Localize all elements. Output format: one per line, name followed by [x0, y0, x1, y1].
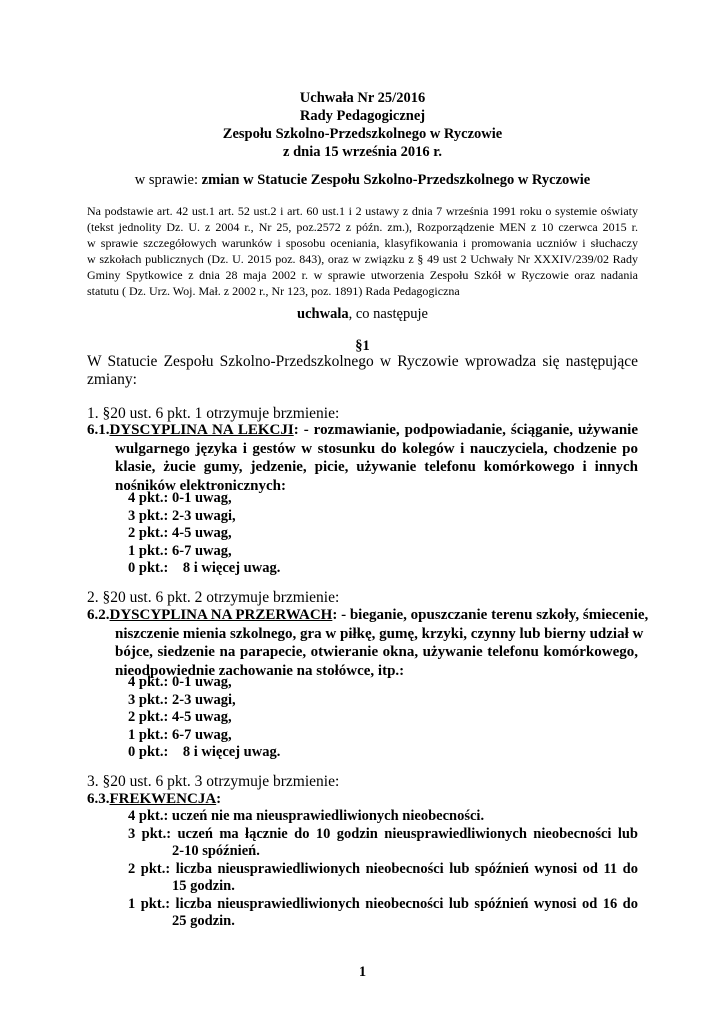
legal-basis-line: (tekst jednolity Dz. U. z 2004 r., Nr 25, poz.2572 z późn. zm.), Rozporządzenie MEN z 10 czerwca 2015 r.: [87, 220, 638, 234]
item1-heading: 1. §20 ust. 6 pkt. 1 otrzymuje brzmienie:: [87, 405, 340, 422]
item1-title: DYSCYPLINA NA LEKCJI: [109, 422, 294, 438]
item3-points: [128, 808, 638, 931]
legal-basis-line: statutu ( Dz. Urz. Woj. Mał. z 2002 r., Nr 123, poz. 1891) Rada Pedagogiczna: [87, 284, 460, 298]
section-intro: [87, 353, 638, 389]
legal-basis-line: Na podstawie art. 42 ust.1 art. 52 ust.2 i art. 60 ust.1 i 2 ustawy z dnia 7 września 1991 roku o systemie oświaty: [87, 204, 638, 218]
item2-text: niszczenie mienia szkolnego, gra w piłkę, gumę, krzyki, czynny lub bierny udział w: [115, 625, 644, 642]
item2-body: [87, 606, 649, 680]
item3-colon: :: [216, 791, 222, 807]
resolves-line: [0, 306, 725, 323]
section-intro-line: W Statucie Zespołu Szkolno-Przedszkolnego w Ryczowie wprowadza się następujące: [87, 353, 638, 370]
list-item: 3 pkt.: 2-3 uwagi,: [128, 507, 236, 524]
item3-number: 6.3.: [87, 791, 110, 807]
item3-title: FREKWENCJA: [109, 791, 217, 807]
item3-title-line: [87, 791, 221, 808]
item2-text: : - bieganie, opuszczanie terenu szkoły, śmiecenie,: [332, 607, 649, 623]
list-item: 1 pkt.: liczba nieusprawiedliwionych nieobecności lub spóźnień wynosi od 16 do: [128, 895, 638, 912]
subject-line: [0, 172, 725, 189]
item2-text: nieodpowiednie zachowanie na stołówce, itp.:: [115, 662, 405, 679]
item1-number: 6.1.: [87, 422, 110, 438]
legal-basis-line: w sprawie szczegółowych warunków i sposobu oceniania, klasyfikowania i promowania uczniów i słuchaczy: [87, 236, 638, 250]
item2-heading: 2. §20 ust. 6 pkt. 2 otrzymuje brzmienie:: [87, 589, 340, 606]
item2-points: [128, 674, 280, 762]
list-item: 2 pkt.: liczba nieusprawiedliwionych nieobecności lub spóźnień wynosi od 11 do: [128, 860, 638, 877]
item1-text: : - rozmawianie, podpowiadanie, ściąganie, używanie: [293, 422, 638, 438]
list-item: 0 pkt.: 8 i więcej uwag.: [128, 560, 281, 576]
resolution-institution: Zespołu Szkolno-Przedszkolnego w Ryczowie: [222, 126, 503, 142]
list-item-continuation: 2-10 spóźnień.: [172, 843, 260, 859]
list-item: 3 pkt.: 2-3 uwagi,: [128, 691, 236, 708]
subject-text: zmian w Statucie Zespołu Szkolno-Przedszkolnego w Ryczowie: [201, 172, 591, 188]
list-item: 3 pkt.: uczeń ma łącznie do 10 godzin nieusprawiedliwionych nieobecności lub: [128, 825, 638, 842]
item1-text: nośników elektronicznych:: [115, 477, 286, 494]
page-number: 1: [358, 964, 367, 980]
subject-prefix: w sprawie:: [134, 172, 202, 188]
section-intro-line: zmiany:: [87, 371, 137, 388]
resolution-body: Rady Pedagogicznej: [299, 108, 426, 124]
list-item: 1 pkt.: 6-7 uwag,: [128, 726, 232, 743]
list-item: 2 pkt.: 4-5 uwag,: [128, 709, 232, 725]
item2-title: DYSCYPLINA NA PRZERWACH: [109, 607, 333, 623]
item1-points: [128, 490, 280, 578]
legal-basis: [87, 203, 638, 299]
legal-basis-line: w szkołach publicznych (Dz. U. 2015 poz. 843), oraz w związku z § 49 ust 2 Uchwały Nr XXXIV/239/02 Rady: [87, 252, 638, 266]
item1-text: wulgarnego języka i gestów w stosunku do kolegów i nauczyciela, chodzenie po: [115, 440, 638, 457]
list-item: 2 pkt.: 4-5 uwag,: [128, 525, 232, 541]
item2-number: 6.2.: [87, 607, 110, 623]
list-item: 4 pkt.: 0-1 uwag,: [128, 674, 232, 690]
item1-text: klasie, żucie gumy, jedzenie, picie, używanie telefonu komórkowego i innych: [115, 459, 638, 475]
item1-body: [87, 421, 638, 495]
list-item: 4 pkt.: uczeń nie ma nieusprawiedliwionych nieobecności.: [128, 808, 485, 824]
list-item: 1 pkt.: 6-7 uwag,: [128, 542, 232, 559]
legal-basis-line: Gminy Spytkowice z dnia 28 maja 2002 r. w sprawie utworzenia Zespołu Szkół w Ryczowie oraz nadania: [87, 268, 638, 282]
resolves-rest: , co następuje: [348, 306, 428, 322]
list-item-continuation: 25 godzin.: [172, 913, 235, 929]
resolution-date: z dnia 15 września 2016 r.: [283, 144, 442, 160]
item3-heading: 3. §20 ust. 6 pkt. 3 otrzymuje brzmienie:: [87, 773, 340, 790]
resolves-bold: uchwala: [297, 306, 349, 322]
section-symbol: §1: [355, 338, 370, 354]
list-item: 0 pkt.: 8 i więcej uwag.: [128, 744, 281, 760]
item2-text: bójce, siedzenie na parapecie, otwieranie okna, używanie telefonu komórkowego,: [115, 644, 638, 660]
list-item-continuation: 15 godzin.: [172, 878, 235, 894]
list-item: 4 pkt.: 0-1 uwag,: [128, 490, 232, 506]
resolution-title: Uchwała Nr 25/2016: [299, 90, 426, 106]
